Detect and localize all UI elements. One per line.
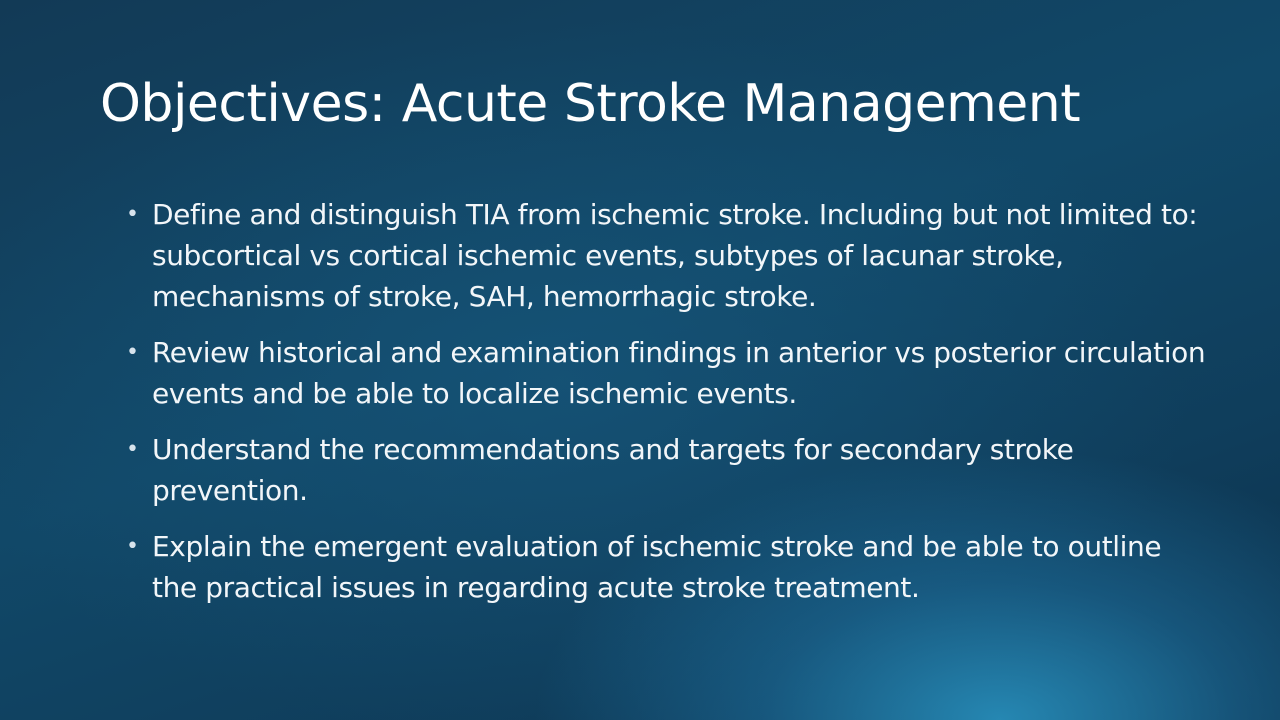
list-item: [126, 429, 1206, 511]
bullet-icon: •: [126, 437, 139, 462]
bullet-text: Define and distinguish TIA from ischemic stroke. Including but not limited to: subcortical vs cortical ischemic events, subtypes of lacunar stroke, mechanisms of stroke, SAH, hemorrhagic stroke.: [152, 198, 1198, 313]
list-item: [126, 526, 1206, 608]
bullet-icon: •: [126, 534, 139, 559]
bullet-text: Explain the emergent evaluation of ischemic stroke and be able to outline the practical issues in regarding acute stroke treatment.: [152, 530, 1162, 604]
list-item: [126, 332, 1206, 414]
bullet-text: Understand the recommendations and targets for secondary stroke prevention.: [152, 433, 1074, 507]
bullet-icon: •: [126, 340, 139, 365]
bullet-text: Review historical and examination findings in anterior vs posterior circulation events and be able to localize ischemic events.: [152, 336, 1206, 410]
list-item: [126, 194, 1206, 317]
slide-title: Objectives: Acute Stroke Management: [100, 74, 1081, 134]
objectives-list: [126, 194, 1206, 623]
bullet-icon: •: [126, 202, 139, 227]
